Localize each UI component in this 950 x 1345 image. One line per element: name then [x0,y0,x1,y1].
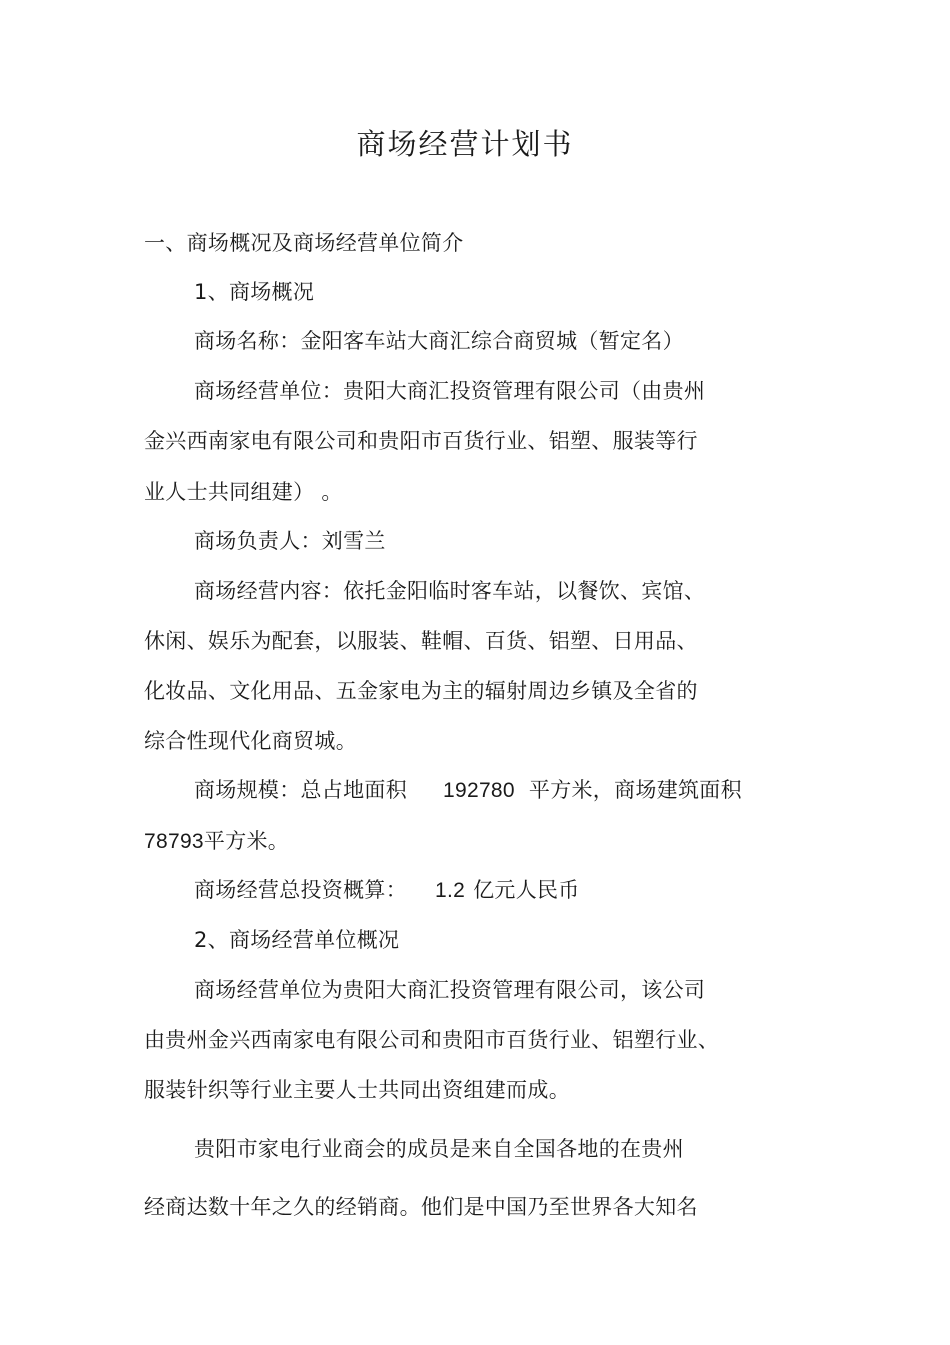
text-run: 商场经营总投资概算： [194,878,407,902]
document-title: 商场经营计划书 [356,127,574,161]
paragraph-line: 商场经营单位为贵阳大商汇投资管理有限公司，该公司 [194,978,706,1002]
paragraph-line: 贵阳市家电行业商会的成员是来自全国各地的在贵州 [194,1137,684,1161]
paragraph-line [144,826,289,857]
text-run: 商场规模：总占地面积 [194,778,407,802]
paragraph-line: 业人士共同组建） 。 [144,480,343,504]
subsection-heading-1: 1、商场概况 [194,280,315,304]
paragraph-line: 服装针织等行业主要人士共同出资组建而成。 [144,1078,570,1102]
paragraph-line: 休闲、娱乐为配套，以服装、鞋帽、百货、铝塑、日用品、 [144,629,698,653]
text-run: 平方米。 [203,829,290,853]
text-run: 平方米，商场建筑面积 [528,778,742,802]
section-heading-1: 一、商场概况及商场经营单位简介 [144,231,464,255]
text-run: 亿元人民币 [473,878,580,902]
paragraph-line: 化妆品、文化用品、五金家电为主的辐射周边乡镇及全省的 [144,679,698,703]
paragraph-line: 商场经营单位：贵阳大商汇投资管理有限公司（由贵州 [194,379,706,403]
number-value: 78793 [144,830,204,853]
subsection-heading-2: 2、商场经营单位概况 [194,928,400,952]
paragraph-line: 综合性现代化商贸城。 [144,729,357,753]
paragraph-line [194,875,580,906]
paragraph-line [194,775,742,806]
number-value: 1.2 [435,879,466,902]
paragraph-line: 商场负责人：刘雪兰 [194,529,386,553]
number-value: 192780 [443,779,515,802]
paragraph-line: 由贵州金兴西南家电有限公司和贵阳市百货行业、铝塑行业、 [144,1028,720,1052]
paragraph-line: 商场经营内容：依托金阳临时客车站，以餐饮、宾馆、 [194,579,706,603]
paragraph-line: 经商达数十年之久的经销商。他们是中国乃至世界各大知名 [144,1195,698,1219]
paragraph-line: 金兴西南家电有限公司和贵阳市百货行业、铝塑、服装等行 [144,429,698,453]
paragraph-line: 商场名称：金阳客车站大商汇综合商贸城（暂定名） [194,329,684,353]
